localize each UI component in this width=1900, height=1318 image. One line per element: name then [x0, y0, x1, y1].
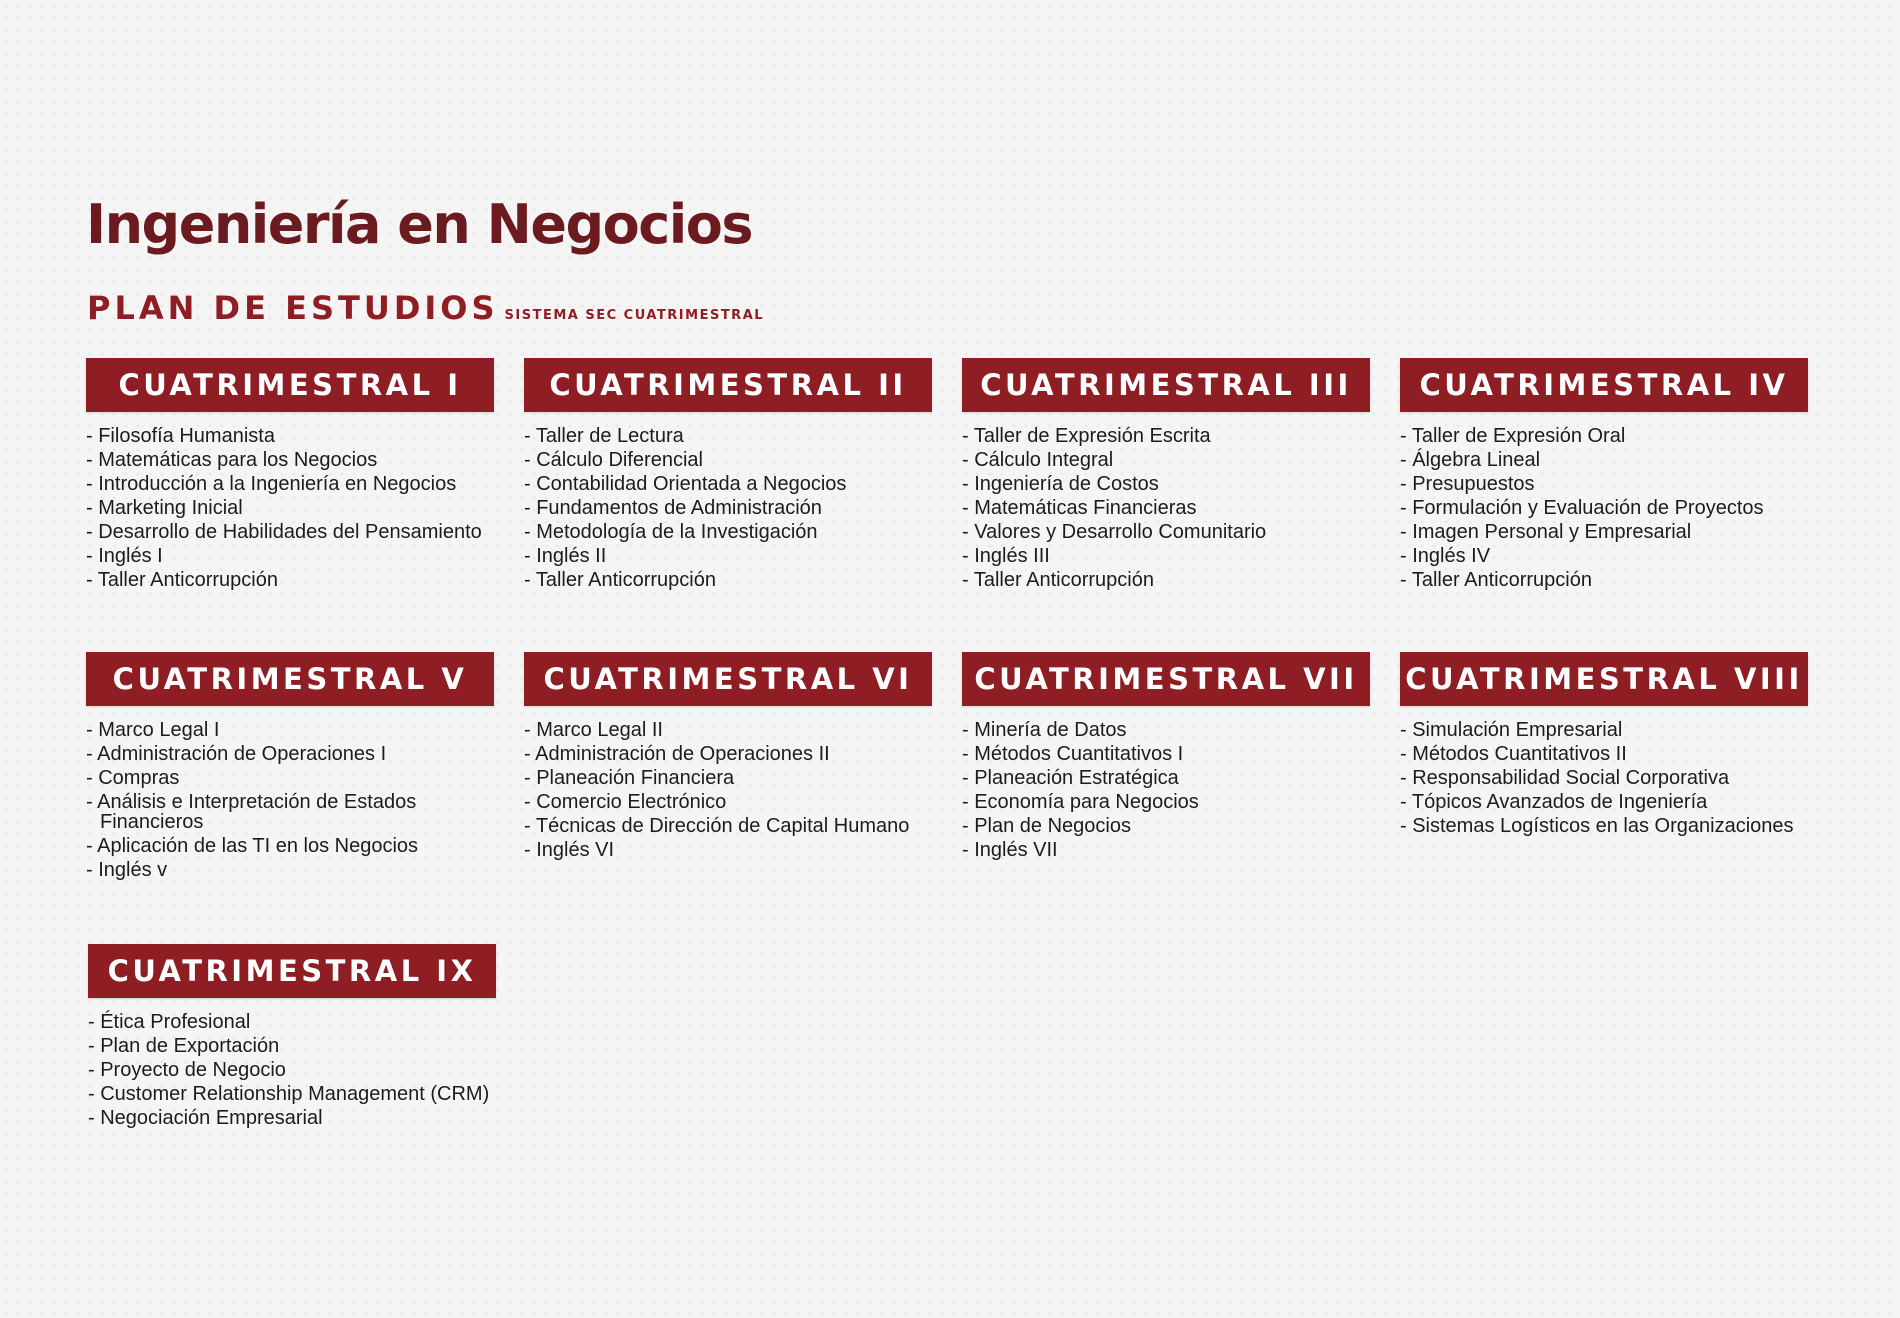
subject-item: - Plan de Exportación	[88, 1036, 496, 1056]
subject-item: - Inglés v	[86, 860, 494, 880]
term-header: CUATRIMESTRAL III	[962, 358, 1370, 412]
term-card-1	[86, 358, 494, 594]
subject-item: - Presupuestos	[1400, 474, 1808, 494]
subject-item: - Taller de Lectura	[524, 426, 932, 446]
term-card-5	[86, 652, 494, 884]
subject-item: - Taller Anticorrupción	[86, 570, 494, 590]
subject-item: - Taller Anticorrupción	[1400, 570, 1808, 590]
term-header: CUATRIMESTRAL VI	[524, 652, 932, 706]
subject-list	[524, 426, 932, 590]
term-card-9	[88, 944, 496, 1132]
subject-item: - Tópicos Avanzados de Ingeniería	[1400, 792, 1808, 812]
term-header: CUATRIMESTRAL V	[86, 652, 494, 706]
subject-item: - Simulación Empresarial	[1400, 720, 1808, 740]
subject-item: - Inglés II	[524, 546, 932, 566]
term-header: CUATRIMESTRAL IV	[1400, 358, 1808, 412]
term-header: CUATRIMESTRAL VII	[962, 652, 1370, 706]
subject-item: - Marco Legal I	[86, 720, 494, 740]
subject-item: - Customer Relationship Management (CRM)	[88, 1084, 496, 1104]
subject-item: - Inglés I	[86, 546, 494, 566]
subject-item: - Metodología de la Investigación	[524, 522, 932, 542]
subject-item: - Desarrollo de Habilidades del Pensamiento	[86, 522, 494, 542]
subject-list	[86, 720, 494, 880]
subject-item: - Planeación Financiera	[524, 768, 932, 788]
subject-item: - Cálculo Integral	[962, 450, 1370, 470]
term-header: CUATRIMESTRAL II	[524, 358, 932, 412]
subject-item: - Formulación y Evaluación de Proyectos	[1400, 498, 1808, 518]
subject-item: - Marketing Inicial	[86, 498, 494, 518]
subject-item: - Administración de Operaciones II	[524, 744, 932, 764]
page-title: Ingeniería en Negocios	[86, 193, 752, 256]
term-card-7	[962, 652, 1370, 864]
term-header: CUATRIMESTRAL VIII	[1400, 652, 1808, 706]
subject-item: - Cálculo Diferencial	[524, 450, 932, 470]
subject-item: - Métodos Cuantitativos I	[962, 744, 1370, 764]
subject-item: - Negociación Empresarial	[88, 1108, 496, 1128]
subject-list	[1400, 720, 1808, 836]
subject-item: - Responsabilidad Social Corporativa	[1400, 768, 1808, 788]
subject-item: - Matemáticas para los Negocios	[86, 450, 494, 470]
subject-item: - Economía para Negocios	[962, 792, 1370, 812]
term-card-8	[1400, 652, 1808, 840]
subject-item: - Filosofía Humanista	[86, 426, 494, 446]
system-note: SISTEMA SEC CUATRIMESTRAL	[504, 308, 765, 323]
subject-item: - Taller de Expresión Escrita	[962, 426, 1370, 446]
subject-item: - Técnicas de Dirección de Capital Humano	[524, 816, 932, 836]
subject-item: - Ética Profesional	[88, 1012, 496, 1032]
subject-list	[1400, 426, 1808, 590]
term-card-6	[524, 652, 932, 864]
subject-item: - Fundamentos de Administración	[524, 498, 932, 518]
subject-list	[962, 426, 1370, 590]
subject-item: - Inglés III	[962, 546, 1370, 566]
subject-item: - Taller Anticorrupción	[524, 570, 932, 590]
subject-list	[962, 720, 1370, 860]
subject-list	[86, 426, 494, 590]
subject-item: - Inglés IV	[1400, 546, 1808, 566]
term-header: CUATRIMESTRAL I	[86, 358, 494, 412]
subject-item: - Plan de Negocios	[962, 816, 1370, 836]
subject-item: - Inglés VII	[962, 840, 1370, 860]
subject-item: - Métodos Cuantitativos II	[1400, 744, 1808, 764]
subject-item: - Administración de Operaciones I	[86, 744, 494, 764]
plan-subtitle	[87, 289, 765, 327]
subject-item: - Taller Anticorrupción	[962, 570, 1370, 590]
subject-item: - Imagen Personal y Empresarial	[1400, 522, 1808, 542]
subject-item: - Ingeniería de Costos	[962, 474, 1370, 494]
subject-list	[88, 1012, 496, 1128]
subject-item: - Contabilidad Orientada a Negocios	[524, 474, 932, 494]
subject-item: - Matemáticas Financieras	[962, 498, 1370, 518]
term-header: CUATRIMESTRAL IX	[88, 944, 496, 998]
subject-item: - Análisis e Interpretación de Estados Financieros	[86, 792, 494, 832]
subject-item: - Planeación Estratégica	[962, 768, 1370, 788]
subject-item: - Aplicación de las TI en los Negocios	[86, 836, 494, 856]
subject-item: - Taller de Expresión Oral	[1400, 426, 1808, 446]
term-card-4	[1400, 358, 1808, 594]
subject-item: - Marco Legal II	[524, 720, 932, 740]
subject-item: - Sistemas Logísticos en las Organizaciones	[1400, 816, 1808, 836]
term-card-3	[962, 358, 1370, 594]
subject-item: - Valores y Desarrollo Comunitario	[962, 522, 1370, 542]
term-card-2	[524, 358, 932, 594]
subject-item: - Compras	[86, 768, 494, 788]
subject-item: - Inglés VI	[524, 840, 932, 860]
plan-subtitle-text: PLAN DE ESTUDIOS	[87, 289, 499, 327]
subject-list	[524, 720, 932, 860]
subject-item: - Introducción a la Ingeniería en Negocios	[86, 474, 494, 494]
subject-item: - Proyecto de Negocio	[88, 1060, 496, 1080]
subject-item: - Minería de Datos	[962, 720, 1370, 740]
subject-item: - Comercio Electrónico	[524, 792, 932, 812]
subject-item: - Álgebra Lineal	[1400, 450, 1808, 470]
